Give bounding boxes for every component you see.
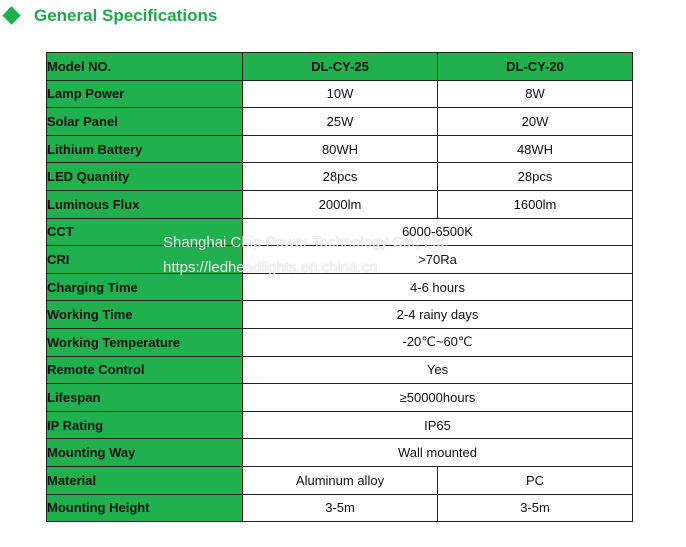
row-value-col1: 3-5m — [243, 494, 438, 522]
row-value: >70Ra — [243, 246, 633, 274]
row-label: IP Rating — [47, 411, 243, 439]
table-row — [47, 190, 633, 218]
table-row — [47, 135, 633, 163]
row-label: Mounting Height — [47, 494, 243, 522]
diamond-bullet-icon — [2, 6, 22, 26]
watermark-url: https://ledheadlights.en.china.cn — [163, 259, 378, 276]
row-label: Working Time — [47, 301, 243, 329]
section-title: General Specifications — [34, 6, 218, 25]
row-value: 2-4 rainy days — [243, 301, 633, 329]
header-model-2: DL-CY-20 — [438, 53, 633, 81]
section-heading — [0, 4, 217, 28]
row-label: Lifespan — [47, 384, 243, 412]
table-row — [47, 108, 633, 136]
row-label: Luminous Flux — [47, 190, 243, 218]
row-value: 6000-6500K — [243, 218, 633, 246]
row-value-col1: 10W — [243, 80, 438, 108]
table-row — [47, 218, 633, 246]
header-model-1: DL-CY-25 — [243, 53, 438, 81]
table-row — [47, 439, 633, 467]
row-value-col2: 20W — [438, 108, 633, 136]
row-value-col1: Aluminum alloy — [243, 466, 438, 494]
table-row — [47, 301, 633, 329]
table-row — [47, 273, 633, 301]
row-value-col1: 80WH — [243, 135, 438, 163]
table-row — [47, 163, 633, 191]
row-label: Charging Time — [47, 273, 243, 301]
table-row — [47, 328, 633, 356]
row-value: Wall mounted — [243, 439, 633, 467]
table-row — [47, 246, 633, 274]
row-value-col1: 28pcs — [243, 163, 438, 191]
row-value: ≥50000hours — [243, 384, 633, 412]
row-value-col2: 3-5m — [438, 494, 633, 522]
row-value-col2: PC — [438, 466, 633, 494]
row-value: 4-6 hours — [243, 273, 633, 301]
row-label: LED Quantity — [47, 163, 243, 191]
row-label: Remote Control — [47, 356, 243, 384]
row-value-col2: 8W — [438, 80, 633, 108]
table-row — [47, 466, 633, 494]
row-label: Material — [47, 466, 243, 494]
row-label: Mounting Way — [47, 439, 243, 467]
row-label: CRI — [47, 246, 243, 274]
table-row — [47, 356, 633, 384]
table-row — [47, 411, 633, 439]
header-label: Model NO. — [47, 53, 243, 81]
row-value: IP65 — [243, 411, 633, 439]
row-value-col2: 28pcs — [438, 163, 633, 191]
table-row — [47, 384, 633, 412]
row-label: Lamp Power — [47, 80, 243, 108]
row-value-col2: 1600lm — [438, 190, 633, 218]
row-label: CCT — [47, 218, 243, 246]
row-value-col1: 2000lm — [243, 190, 438, 218]
spec-table — [46, 52, 633, 522]
row-label: Lithium Battery — [47, 135, 243, 163]
row-value: Yes — [243, 356, 633, 384]
row-label: Working Temperature — [47, 328, 243, 356]
table-row — [47, 494, 633, 522]
row-value-col1: 25W — [243, 108, 438, 136]
table-header-row — [47, 53, 633, 81]
row-label: Solar Panel — [47, 108, 243, 136]
watermark-company: Shanghai Chip Power Technology Co., Ltd. — [163, 234, 449, 251]
row-value: -20℃~60℃ — [243, 328, 633, 356]
table-row — [47, 80, 633, 108]
row-value-col2: 48WH — [438, 135, 633, 163]
